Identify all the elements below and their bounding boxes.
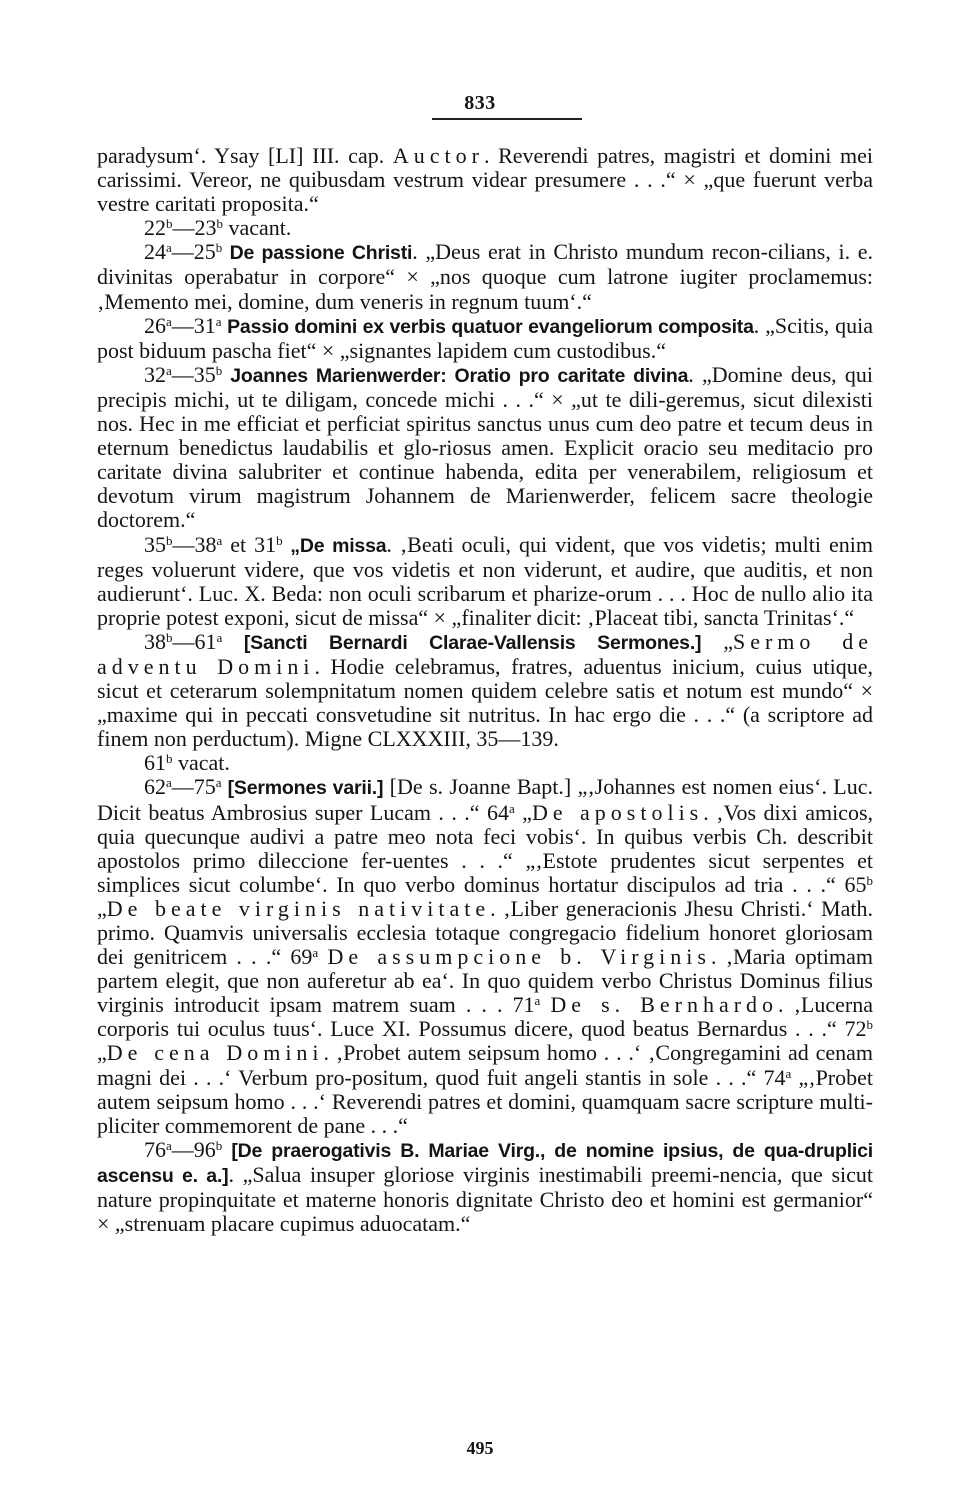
text-run: . „Scitis, quia post biduum pascha fiet“ × „signantes lapidem cum custodibus.“ bbox=[97, 312, 873, 363]
entry-heading: Passio domini ex verbis quatuor evangeliorum composita bbox=[221, 315, 754, 338]
spaced-title: Auctor bbox=[392, 143, 484, 168]
spaced-title: Sermo de adventu Domini bbox=[97, 628, 874, 679]
text-run: 62 bbox=[144, 774, 166, 800]
entry-paragraph bbox=[97, 363, 873, 533]
folio-side-marker: a bbox=[312, 945, 319, 961]
entry-paragraph bbox=[97, 533, 873, 630]
text-run: 35 bbox=[144, 531, 166, 557]
folio-side-marker: b bbox=[215, 362, 223, 378]
text-run: —61 bbox=[172, 628, 217, 654]
text-run: paradysum‘. Ysay [LI] III. cap. bbox=[97, 143, 393, 168]
folio-side-marker: a bbox=[534, 993, 541, 1009]
folio-side-marker: b bbox=[166, 629, 173, 645]
folio-side-marker: a bbox=[166, 775, 172, 791]
text-run: vacat. bbox=[172, 750, 230, 776]
text-run: —25 bbox=[171, 239, 216, 265]
catalog-text bbox=[97, 144, 873, 1236]
text-run: . ‚Lucerna corporis tui oculus tuus‘. Luce XI. Possumus dicere, quod beatus Bernardus . . .“ 72 bbox=[97, 992, 873, 1042]
folio-side-marker: b bbox=[276, 532, 283, 548]
entry-heading: Joannes Marienwerder: Oratio pro caritate divina bbox=[222, 364, 689, 387]
text-run: 26 bbox=[144, 312, 166, 338]
folio-side-marker: b bbox=[166, 532, 173, 548]
folio-side-marker: b bbox=[866, 1017, 873, 1033]
header-rule bbox=[432, 118, 582, 120]
entry-heading: [Sancti Bernardi Clarae-Vallensis Sermones.] bbox=[222, 631, 702, 654]
text-run: . Reverendi patres, magistri et domini mei carissimi. Vereor, ne quibusdam vestrum videar presumere . . .“ × „que fuerunt verba vestre caritati proposita.“ bbox=[97, 143, 873, 217]
entry-heading: [De praerogativis B. Mariae Virg., de nomine ipsius, de qua-druplici ascensu e. a.] bbox=[97, 1139, 873, 1187]
spaced-title: De assumpcione b. Virginis bbox=[327, 944, 711, 970]
text-run: —38 bbox=[172, 531, 217, 557]
folio-side-marker: a bbox=[166, 240, 172, 256]
text-run: et 31 bbox=[222, 531, 277, 557]
entry-paragraph bbox=[97, 240, 873, 313]
folio-side-marker: a bbox=[508, 800, 515, 816]
spaced-title: De apostolis bbox=[531, 799, 704, 825]
entry-heading: [Sermones varii.] bbox=[221, 777, 384, 800]
folio-side-marker: a bbox=[215, 313, 222, 329]
text-run: —75 bbox=[171, 774, 216, 800]
spaced-title: De beate virginis nativitate bbox=[106, 895, 491, 921]
spaced-title: De cena Domini bbox=[106, 1040, 324, 1066]
text-run: „ bbox=[97, 1040, 107, 1066]
folio-side-marker: a bbox=[215, 775, 222, 791]
text-run: . ‚Maria optimam partem elegit, que non auferetur ab ea‘. In quo quidem verbo Christus Dominus filius virginis introducit ipsam matrem suam . . . 71 bbox=[97, 944, 873, 1018]
text-run: „ bbox=[514, 799, 532, 825]
folio-side-marker: b bbox=[166, 751, 173, 767]
text-run: 61 bbox=[144, 750, 166, 776]
text-run: —23 bbox=[172, 215, 217, 241]
text-run: „‚Probet autem seipsum homo . . .‘ Reverendi patres et domini, quamquam sacre scripture multi-pliciter commemorent de pane . . .“ bbox=[97, 1064, 874, 1138]
text-run: 22 bbox=[144, 215, 166, 241]
entry-paragraph bbox=[97, 751, 873, 775]
folio-side-marker: b bbox=[216, 216, 223, 232]
text-run: [De s. Joanne Bapt.] „‚Johannes est nomen eius‘. Luc. Dicit beatus Ambrosius super Lucam . . .“ 64 bbox=[97, 774, 873, 825]
text-run: . „Salua insuper gloriose virginis inestimabili preemi-nencia, que sicut nature propinquitate et materne honoris dignitate Christo deo et homini est germanior“ × „strenuam placare cupimus aduocatam.“ bbox=[97, 1161, 873, 1237]
folio-side-marker: a bbox=[166, 313, 172, 329]
text-run: vacant. bbox=[223, 215, 292, 241]
footer-page-number: 495 bbox=[466, 1438, 494, 1458]
folio-side-marker: a bbox=[166, 1137, 172, 1153]
entry-paragraph bbox=[97, 775, 873, 1137]
entry-paragraph bbox=[97, 630, 873, 751]
text-run: —35 bbox=[171, 361, 216, 387]
folio-side-marker: b bbox=[215, 1137, 223, 1153]
text-run: „ bbox=[701, 628, 733, 654]
entry-paragraph bbox=[97, 314, 873, 363]
text-run: „ bbox=[97, 895, 107, 921]
text-run: 24 bbox=[144, 239, 166, 265]
text-run: . „Domine deus, qui precipis michi, ut te diligam, concede michi . . .“ × „ut te dili-geremus, sicut dilexisti nos. Hec in me efficiat et perficiat spiritus sanctus unus cum deo patre et tecum deus in eternum benedictus laudabilis et glo-riosus amen. Explicit oracio seu meditacio pro caritate divina salubriter et continue habenda, edita per venerabilem, religiosum et devotum virum magistrum Johannem de Marienwerder, felicem sacre theologie doctorem.“ bbox=[97, 361, 873, 533]
page-number: 833 bbox=[464, 92, 496, 114]
text-run bbox=[540, 992, 550, 1017]
text-run: . „Deus erat in Christo mundum recon-cilians, i. e. divinitas operabatur in corpore“ × „nos quoque cum latrone iugiter proclamemus: ‚Memento mei, domine, dum veneris in regnum tuum‘.“ bbox=[97, 239, 874, 314]
entry-paragraph bbox=[97, 144, 873, 216]
folio-side-marker: a bbox=[785, 1065, 792, 1081]
entry-heading: „De missa bbox=[282, 534, 387, 557]
text-run: . ‚Probet autem seipsum homo . . .‘ ‚Congregamini ad cenam magni dei . . .‘ Verbum pro-positum, quod fuit angeli stantis in sole . . .“ 74 bbox=[97, 1040, 874, 1090]
text-run: —31 bbox=[171, 312, 216, 338]
text-run: 76 bbox=[144, 1136, 166, 1162]
text-run: . ‚Vos dixi amicos, quia quecunque audivi a patre meo nota feci vobis‘. In quibus verbis Ch. describit apostolos primo dileccione fer-uentes . . .“ „‚Estote prudentes sicut serpentes et simplices sicut columbe‘. In quo verbo dominus hortatur discipulos ad tria . . .“ 65 bbox=[97, 799, 874, 897]
text-run: 38 bbox=[144, 628, 166, 654]
text-run: . ‚Beati oculi, qui vident, que vos videtis; multi enim reges voluerunt videre, que vos videtis et non viderunt, et audire, que auditis, et non audierunt‘. Luc. X. Beda: non oculi scribarum et pharize-orum . . . Hoc de nullo alio ita proprie potest exponi, sicut de missa“ × „finaliter dicit: ‚Placeat tibi, sancta Trinitas‘.“ bbox=[97, 531, 873, 630]
entry-paragraph bbox=[97, 1138, 873, 1236]
entry-paragraph bbox=[97, 216, 873, 240]
folio-side-marker: b bbox=[215, 240, 223, 256]
text-run: . ‚Liber generacionis Jhesu Christi.‘ Math. primo. Quamvis universalis ecclesia totaque congregacio fidelium honoret gloriosam dei genitricem . . .“ 69 bbox=[97, 895, 873, 970]
text-run: 32 bbox=[144, 361, 166, 387]
folio-side-marker: b bbox=[166, 216, 173, 232]
text-run: . Hodie celebramus, fratres, aduentus inicium, cuius utique, sicut et ceterarum solempnitatum nomen quidem celebre satis et notum est mundo“ × „maxime qui in peccati consvetudine sit nutritus. In hac ergo die . . .“ (a scriptore ad finem non perductum). Migne CLXXXIII, 35—139. bbox=[97, 653, 873, 752]
folio-side-marker: a bbox=[166, 362, 172, 378]
folio-side-marker: a bbox=[216, 629, 223, 645]
spaced-title: De s. Bernhardo bbox=[550, 992, 779, 1018]
folio-side-marker: a bbox=[216, 532, 223, 548]
folio-side-marker: b bbox=[866, 872, 873, 888]
entry-heading: De passione Christi bbox=[222, 242, 413, 265]
text-run: —96 bbox=[171, 1136, 216, 1162]
